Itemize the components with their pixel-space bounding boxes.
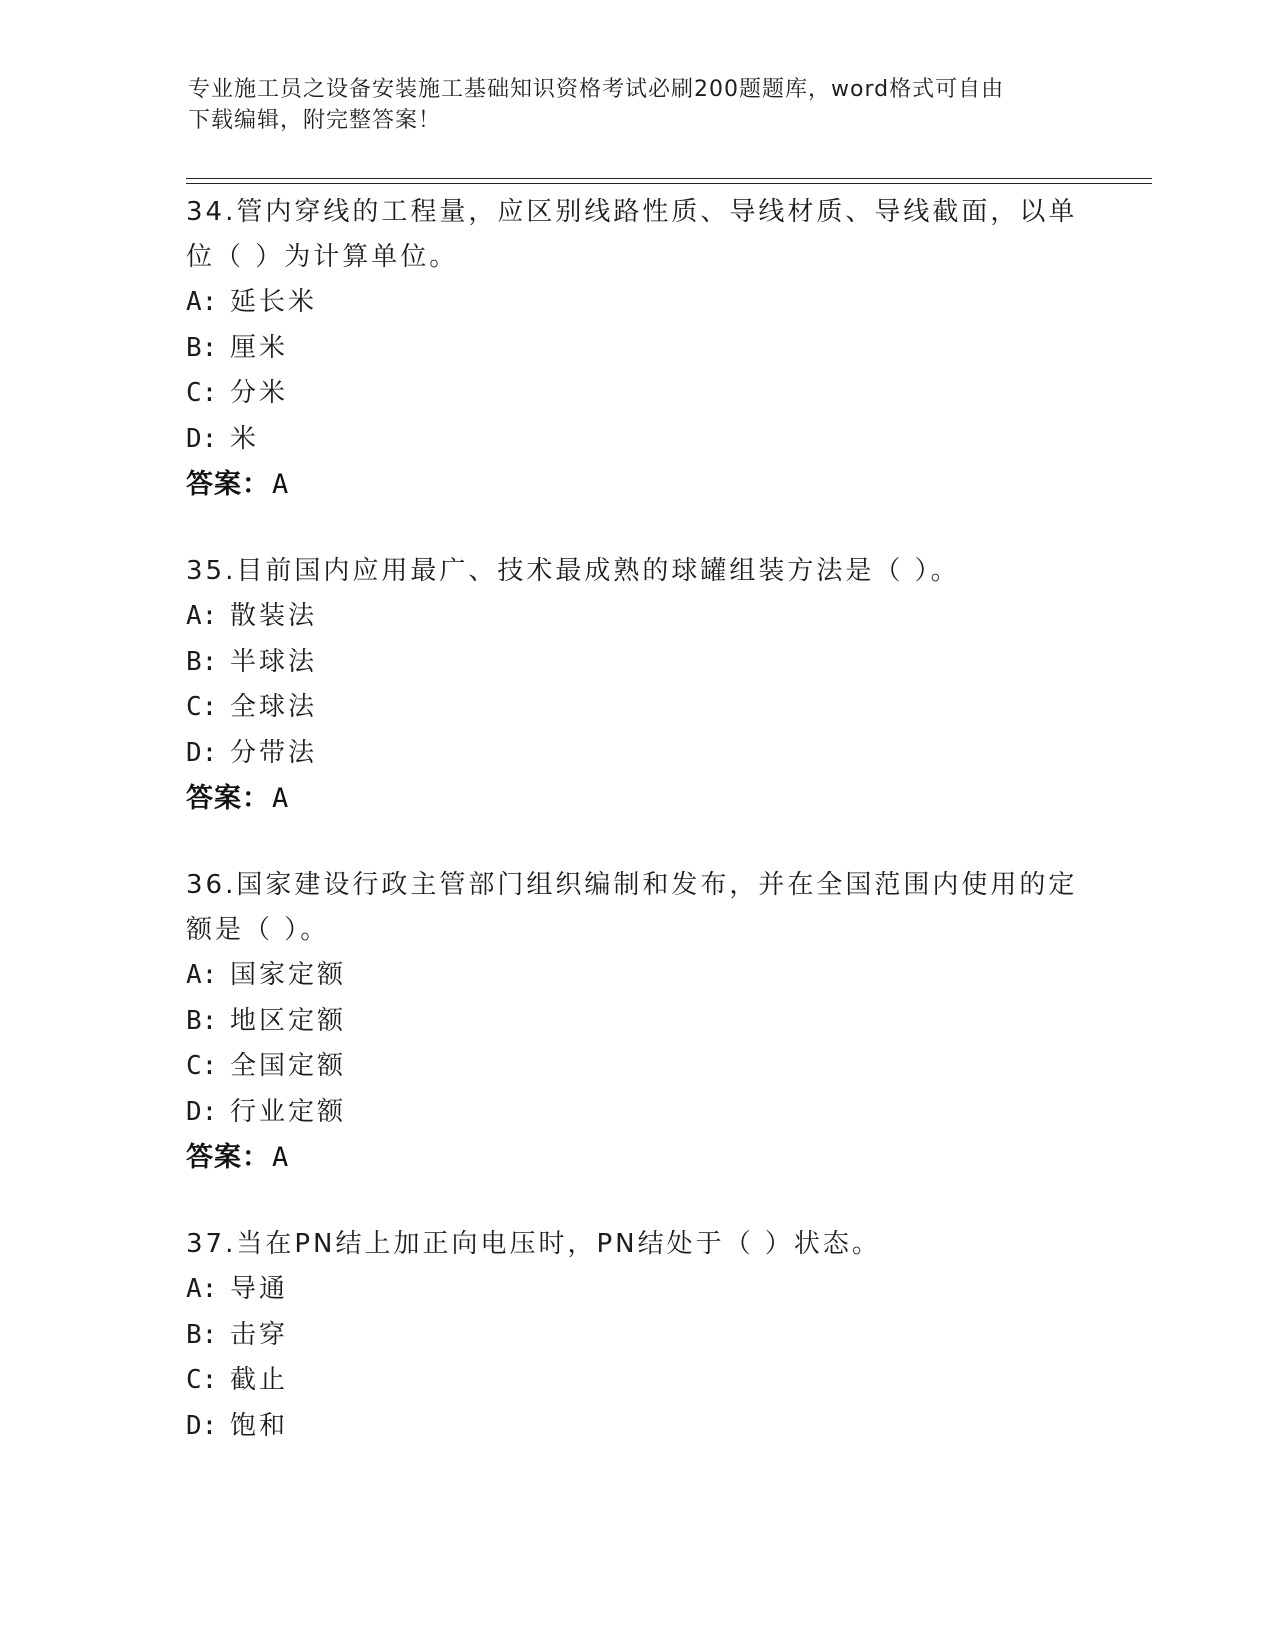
question-stem-line: 36.国家建设行政主管部门组织编制和发布，并在全国范围内使用的定 — [186, 870, 1078, 900]
option-c — [186, 685, 1086, 731]
answer-label: 答案： — [186, 1142, 270, 1173]
option-d — [186, 731, 1086, 777]
option-key: B: — [186, 1005, 218, 1036]
option-b — [186, 1313, 1086, 1359]
option-text: 全国定额 — [230, 1051, 347, 1081]
option-text: 分米 — [230, 378, 289, 408]
option-key: C: — [186, 378, 218, 408]
option-text: 饱和 — [230, 1410, 289, 1441]
option-text: 全球法 — [230, 692, 318, 722]
spacer — [186, 1180, 1086, 1222]
option-key: C: — [186, 1051, 218, 1081]
option-c — [186, 371, 1086, 417]
question-stem-line: 37.当在PN结上加正向电压时，PN结处于（ ）状态。 — [186, 1229, 881, 1259]
option-key: C: — [186, 1365, 218, 1395]
question-stem-line: 35.目前国内应用最广、技术最成熟的球罐组装方法是（ ）。 — [186, 556, 960, 586]
option-a — [186, 953, 1086, 999]
option-key: B: — [186, 1319, 218, 1350]
document-header — [188, 74, 1068, 136]
header-title-line-2: 下载编辑，附完整答案！ — [188, 108, 442, 133]
option-c — [186, 1358, 1086, 1404]
answer-line — [186, 462, 1086, 507]
question-34 — [186, 190, 1086, 507]
option-key: B: — [186, 332, 218, 363]
question-stem-line: 额是（ ）。 — [186, 915, 330, 945]
option-d — [186, 417, 1086, 463]
option-text: 击穿 — [230, 1319, 289, 1350]
option-b — [186, 640, 1086, 686]
answer-label: 答案： — [186, 783, 270, 814]
header-divider-bottom — [186, 183, 1152, 184]
question-list — [186, 190, 1086, 1449]
answer-value: A — [272, 1142, 290, 1173]
option-text: 半球法 — [230, 646, 318, 677]
option-d — [186, 1090, 1086, 1136]
option-text: 分带法 — [230, 737, 318, 768]
option-d — [186, 1404, 1086, 1450]
option-text: 行业定额 — [230, 1096, 347, 1127]
option-a — [186, 1267, 1086, 1313]
option-key: A: — [186, 601, 218, 631]
spacer — [186, 507, 1086, 549]
question-stem-line: 位（ ）为计算单位。 — [186, 242, 459, 272]
option-a — [186, 280, 1086, 326]
answer-line — [186, 1135, 1086, 1180]
option-key: D: — [186, 1096, 218, 1127]
question-36 — [186, 863, 1086, 1180]
option-text: 地区定额 — [230, 1005, 347, 1036]
option-key: A: — [186, 1274, 218, 1304]
option-key: D: — [186, 737, 218, 768]
option-c — [186, 1044, 1086, 1090]
answer-line — [186, 776, 1086, 821]
option-b — [186, 326, 1086, 372]
option-text: 导通 — [230, 1274, 289, 1304]
option-key: D: — [186, 1410, 218, 1441]
option-key: A: — [186, 287, 218, 317]
option-text: 延长米 — [230, 287, 318, 317]
option-key: D: — [186, 423, 218, 454]
spacer — [186, 821, 1086, 863]
question-stem-line: 34.管内穿线的工程量，应区别线路性质、导线材质、导线截面，以单 — [186, 197, 1078, 227]
option-a — [186, 594, 1086, 640]
option-key: B: — [186, 646, 218, 677]
option-b — [186, 999, 1086, 1045]
header-divider-top — [186, 178, 1152, 179]
option-text: 米 — [230, 423, 260, 454]
answer-value: A — [272, 783, 290, 814]
option-text: 散装法 — [230, 601, 318, 631]
question-35 — [186, 549, 1086, 821]
option-text: 截止 — [230, 1365, 289, 1395]
header-title-line-1: 专业施工员之设备安装施工基础知识资格考试必刷200题题库，word格式可自由 — [188, 77, 1005, 102]
answer-label: 答案： — [186, 469, 270, 500]
question-37 — [186, 1222, 1086, 1449]
option-text: 国家定额 — [230, 960, 347, 990]
option-key: C: — [186, 692, 218, 722]
answer-value: A — [272, 469, 290, 500]
option-text: 厘米 — [230, 332, 289, 363]
option-key: A: — [186, 960, 218, 990]
